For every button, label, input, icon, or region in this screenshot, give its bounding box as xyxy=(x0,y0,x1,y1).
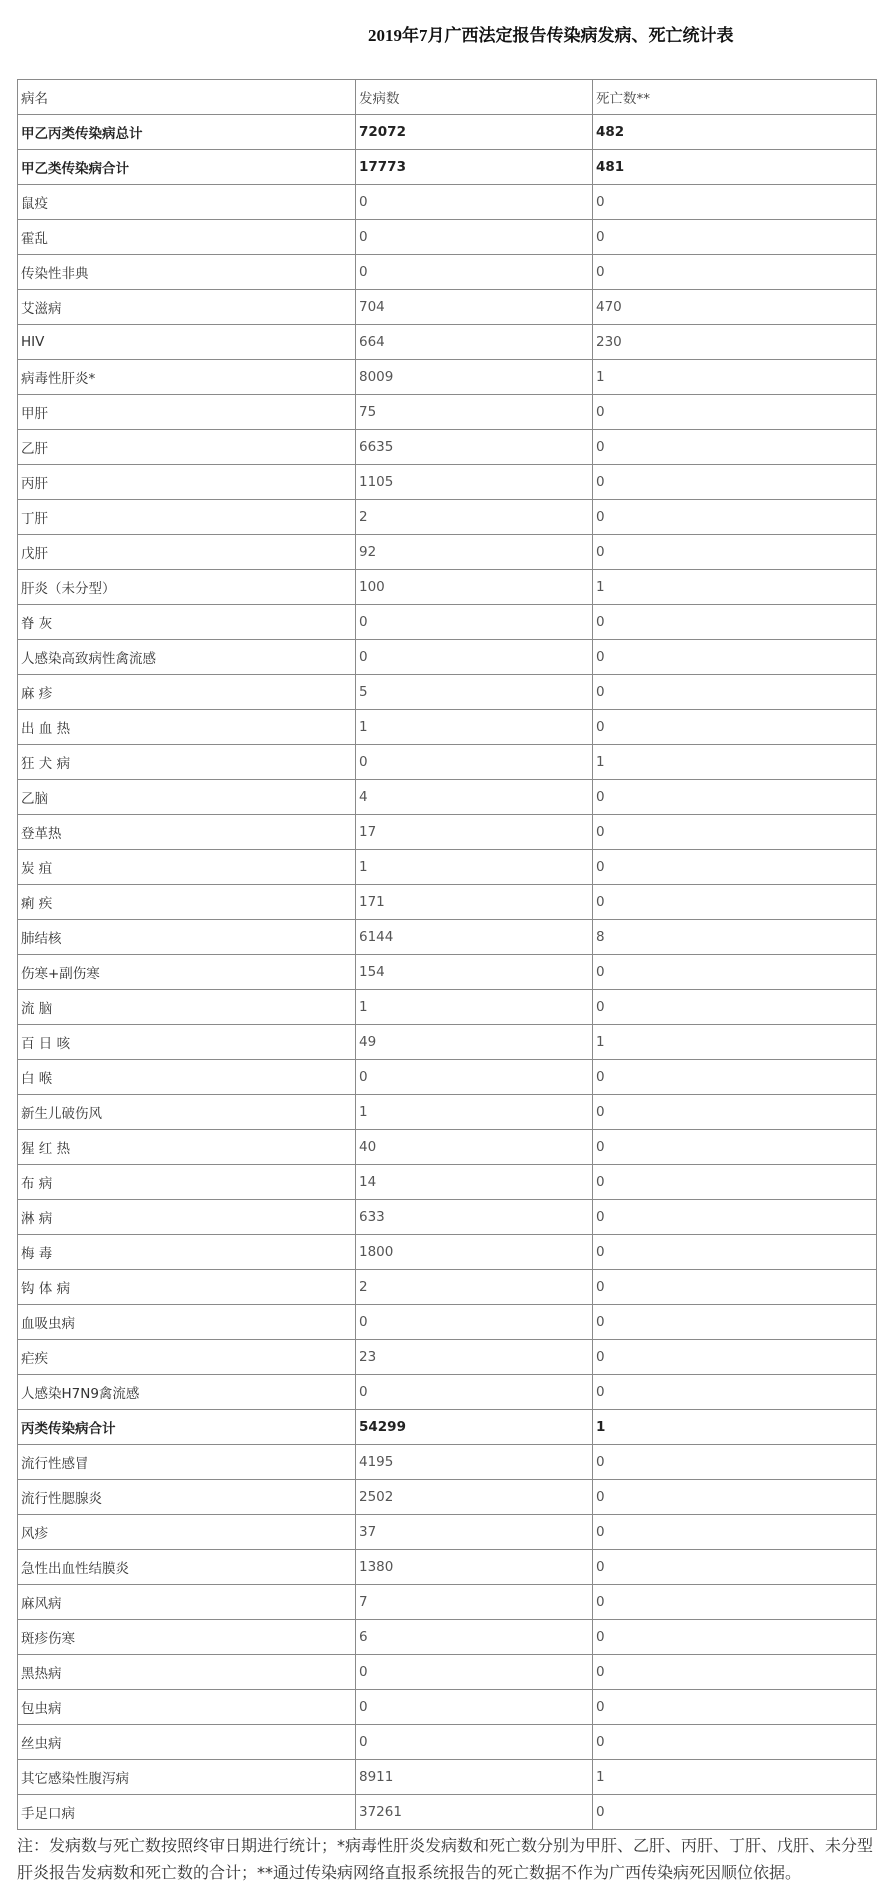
cell-deaths: 0 xyxy=(593,710,877,745)
cell-deaths: 0 xyxy=(593,885,877,920)
table-row xyxy=(18,1375,877,1410)
cell-disease-name: 病毒性肝炎* xyxy=(18,360,356,395)
cell-disease-name: 疟疾 xyxy=(18,1340,356,1375)
cell-cases: 0 xyxy=(356,1725,593,1760)
table-row xyxy=(18,1515,877,1550)
cell-disease-name: 风疹 xyxy=(18,1515,356,1550)
cell-cases: 704 xyxy=(356,290,593,325)
cell-cases: 633 xyxy=(356,1200,593,1235)
cell-deaths: 0 xyxy=(593,1130,877,1165)
cell-deaths: 0 xyxy=(593,1795,877,1830)
cell-cases: 37 xyxy=(356,1515,593,1550)
cell-disease-name: 其它感染性腹泻病 xyxy=(18,1760,356,1795)
cell-deaths: 0 xyxy=(593,815,877,850)
cell-disease-name: 肝炎（未分型） xyxy=(18,570,356,605)
cell-cases: 8009 xyxy=(356,360,593,395)
cell-disease-name: 艾滋病 xyxy=(18,290,356,325)
cell-deaths: 1 xyxy=(593,360,877,395)
cell-cases: 0 xyxy=(356,185,593,220)
cell-disease-name: 丝虫病 xyxy=(18,1725,356,1760)
cell-deaths: 1 xyxy=(593,1760,877,1795)
cell-deaths: 0 xyxy=(593,780,877,815)
table-row xyxy=(18,1130,877,1165)
cell-deaths: 0 xyxy=(593,1235,877,1270)
cell-disease-name: 甲乙丙类传染病总计 xyxy=(18,115,356,150)
cell-deaths: 1 xyxy=(593,1025,877,1060)
cell-cases: 4 xyxy=(356,780,593,815)
cell-cases: 1105 xyxy=(356,465,593,500)
cell-deaths: 0 xyxy=(593,1270,877,1305)
table-row xyxy=(18,290,877,325)
cell-disease-name: 斑疹伤寒 xyxy=(18,1620,356,1655)
cell-deaths: 1 xyxy=(593,570,877,605)
table-row xyxy=(18,920,877,955)
cell-disease-name: 布 病 xyxy=(18,1165,356,1200)
cell-disease-name: 丙肝 xyxy=(18,465,356,500)
cell-cases: 1 xyxy=(356,710,593,745)
cell-cases: 40 xyxy=(356,1130,593,1165)
table-row-grand-total xyxy=(18,115,877,150)
cell-cases: 2 xyxy=(356,1270,593,1305)
table-row xyxy=(18,1060,877,1095)
cell-cases: 2502 xyxy=(356,1480,593,1515)
table-row xyxy=(18,675,877,710)
cell-cases: 1 xyxy=(356,850,593,885)
cell-deaths: 1 xyxy=(593,1410,877,1445)
cell-disease-name: 鼠疫 xyxy=(18,185,356,220)
cell-disease-name: 乙肝 xyxy=(18,430,356,465)
cell-deaths: 0 xyxy=(593,430,877,465)
table-row xyxy=(18,1235,877,1270)
table-row xyxy=(18,1200,877,1235)
cell-disease-name: 血吸虫病 xyxy=(18,1305,356,1340)
table-row xyxy=(18,1165,877,1200)
table-row xyxy=(18,605,877,640)
table-row xyxy=(18,1340,877,1375)
cell-disease-name: 霍乱 xyxy=(18,220,356,255)
cell-disease-name: 梅 毒 xyxy=(18,1235,356,1270)
cell-deaths: 0 xyxy=(593,990,877,1025)
cell-cases: 0 xyxy=(356,220,593,255)
cell-disease-name: 甲肝 xyxy=(18,395,356,430)
table-row xyxy=(18,710,877,745)
cell-disease-name: 手足口病 xyxy=(18,1795,356,1830)
table-row xyxy=(18,220,877,255)
cell-deaths: 0 xyxy=(593,640,877,675)
cell-deaths: 0 xyxy=(593,1480,877,1515)
cell-deaths: 0 xyxy=(593,185,877,220)
cell-cases: 6 xyxy=(356,1620,593,1655)
header-disease-name: 病名 xyxy=(18,80,356,115)
cell-disease-name: 乙脑 xyxy=(18,780,356,815)
cell-disease-name: 麻风病 xyxy=(18,1585,356,1620)
cell-deaths: 0 xyxy=(593,1550,877,1585)
table-row xyxy=(18,1795,877,1830)
cell-deaths: 0 xyxy=(593,465,877,500)
cell-disease-name: 淋 病 xyxy=(18,1200,356,1235)
cell-disease-name: 麻 疹 xyxy=(18,675,356,710)
table-row xyxy=(18,1760,877,1795)
cell-deaths: 481 xyxy=(593,150,877,185)
table-row xyxy=(18,1025,877,1060)
table-row-class-ab-subtotal xyxy=(18,150,877,185)
cell-cases: 100 xyxy=(356,570,593,605)
table-row-subitem xyxy=(18,570,877,605)
table-row xyxy=(18,1585,877,1620)
cell-disease-name: 甲乙类传染病合计 xyxy=(18,150,356,185)
cell-disease-name: 登革热 xyxy=(18,815,356,850)
cell-deaths: 0 xyxy=(593,1375,877,1410)
table-row xyxy=(18,1305,877,1340)
header-cases: 发病数 xyxy=(356,80,593,115)
table-row-subitem xyxy=(18,465,877,500)
cell-deaths: 0 xyxy=(593,1585,877,1620)
cell-cases: 75 xyxy=(356,395,593,430)
cell-disease-name: 丙类传染病合计 xyxy=(18,1410,356,1445)
table-row-subitem xyxy=(18,395,877,430)
table-row xyxy=(18,1655,877,1690)
cell-cases: 7 xyxy=(356,1585,593,1620)
cell-cases: 0 xyxy=(356,1060,593,1095)
cell-deaths: 0 xyxy=(593,255,877,290)
cell-deaths: 0 xyxy=(593,1095,877,1130)
cell-cases: 0 xyxy=(356,1375,593,1410)
cell-deaths: 0 xyxy=(593,1690,877,1725)
table-row xyxy=(18,640,877,675)
table-row-subitem xyxy=(18,500,877,535)
footnote-line-2: 肝炎报告发病数和死亡数的合计；**通过传染病网络直报系统报告的死亡数据不作为广西传染病死因顺位依据。 xyxy=(17,1863,802,1882)
cell-cases: 72072 xyxy=(356,115,593,150)
cell-disease-name: 新生儿破伤风 xyxy=(18,1095,356,1130)
cell-cases: 92 xyxy=(356,535,593,570)
cell-cases: 0 xyxy=(356,605,593,640)
cell-disease-name: 传染性非典 xyxy=(18,255,356,290)
cell-deaths: 0 xyxy=(593,1725,877,1760)
footnote-line-1: 注：发病数与死亡数按照终审日期进行统计；*病毒性肝炎发病数和死亡数分别为甲肝、乙肝、丙肝、丁肝、戊肝、未分型 xyxy=(17,1836,874,1855)
cell-disease-name: 人感染H7N9禽流感 xyxy=(18,1375,356,1410)
cell-deaths: 0 xyxy=(593,395,877,430)
cell-cases: 49 xyxy=(356,1025,593,1060)
cell-disease-name: 出 血 热 xyxy=(18,710,356,745)
cell-disease-name: 丁肝 xyxy=(18,500,356,535)
cell-disease-name: 钩 体 病 xyxy=(18,1270,356,1305)
cell-deaths: 0 xyxy=(593,1165,877,1200)
cell-deaths: 0 xyxy=(593,500,877,535)
cell-deaths: 0 xyxy=(593,675,877,710)
cell-deaths: 0 xyxy=(593,1200,877,1235)
cell-deaths: 230 xyxy=(593,325,877,360)
cell-disease-name: 戊肝 xyxy=(18,535,356,570)
cell-cases: 154 xyxy=(356,955,593,990)
cell-disease-name: 痢 疾 xyxy=(18,885,356,920)
cell-cases: 17 xyxy=(356,815,593,850)
table-row xyxy=(18,1690,877,1725)
table-row xyxy=(18,955,877,990)
cell-deaths: 0 xyxy=(593,605,877,640)
cell-cases: 6635 xyxy=(356,430,593,465)
cell-disease-name: 黑热病 xyxy=(18,1655,356,1690)
cell-cases: 0 xyxy=(356,1655,593,1690)
cell-cases: 17773 xyxy=(356,150,593,185)
cell-deaths: 0 xyxy=(593,1515,877,1550)
cell-deaths: 0 xyxy=(593,1060,877,1095)
table-row xyxy=(18,780,877,815)
cell-disease-name: 猩 红 热 xyxy=(18,1130,356,1165)
cell-disease-name: 炭 疽 xyxy=(18,850,356,885)
cell-cases: 171 xyxy=(356,885,593,920)
table-row xyxy=(18,1725,877,1760)
cell-deaths: 0 xyxy=(593,1445,877,1480)
table-row xyxy=(18,1095,877,1130)
cell-cases: 2 xyxy=(356,500,593,535)
cell-disease-name: 肺结核 xyxy=(18,920,356,955)
cell-deaths: 0 xyxy=(593,535,877,570)
table-row-class-c-subtotal xyxy=(18,1410,877,1445)
cell-disease-name: 脊 灰 xyxy=(18,605,356,640)
cell-disease-name: 人感染高致病性禽流感 xyxy=(18,640,356,675)
header-deaths: 死亡数** xyxy=(593,80,877,115)
table-row xyxy=(18,990,877,1025)
cell-cases: 1 xyxy=(356,990,593,1025)
cell-cases: 8911 xyxy=(356,1760,593,1795)
table-row xyxy=(18,185,877,220)
cell-cases: 0 xyxy=(356,1305,593,1340)
table-row xyxy=(18,745,877,780)
cell-deaths: 0 xyxy=(593,1305,877,1340)
cell-cases: 37261 xyxy=(356,1795,593,1830)
table-row xyxy=(18,1270,877,1305)
disease-statistics-table xyxy=(17,79,877,1830)
cell-disease-name: 流行性腮腺炎 xyxy=(18,1480,356,1515)
cell-disease-name: 伤寒+副伤寒 xyxy=(18,955,356,990)
cell-cases: 1 xyxy=(356,1095,593,1130)
cell-deaths: 8 xyxy=(593,920,877,955)
cell-deaths: 0 xyxy=(593,850,877,885)
cell-cases: 5 xyxy=(356,675,593,710)
table-row xyxy=(18,1480,877,1515)
cell-deaths: 0 xyxy=(593,220,877,255)
table-row xyxy=(18,815,877,850)
cell-disease-name: 狂 犬 病 xyxy=(18,745,356,780)
table-row xyxy=(18,255,877,290)
cell-deaths: 1 xyxy=(593,745,877,780)
table-header-row xyxy=(18,80,877,115)
cell-cases: 4195 xyxy=(356,1445,593,1480)
cell-cases: 6144 xyxy=(356,920,593,955)
cell-cases: 1800 xyxy=(356,1235,593,1270)
page-title: 2019年7月广西法定报告传染病发病、死亡统计表 xyxy=(368,26,734,45)
table-row xyxy=(18,1620,877,1655)
table-row-subitem xyxy=(18,325,877,360)
cell-cases: 54299 xyxy=(356,1410,593,1445)
cell-cases: 23 xyxy=(356,1340,593,1375)
cell-cases: 0 xyxy=(356,255,593,290)
cell-cases: 14 xyxy=(356,1165,593,1200)
cell-disease-name: 急性出血性结膜炎 xyxy=(18,1550,356,1585)
table-row xyxy=(18,1445,877,1480)
table-row xyxy=(18,1550,877,1585)
cell-disease-name: 包虫病 xyxy=(18,1690,356,1725)
cell-disease-name: 流行性感冒 xyxy=(18,1445,356,1480)
table-row xyxy=(18,360,877,395)
cell-cases: 664 xyxy=(356,325,593,360)
table-row-subitem xyxy=(18,535,877,570)
cell-deaths: 0 xyxy=(593,1340,877,1375)
footnote xyxy=(17,1832,879,1886)
cell-deaths: 0 xyxy=(593,1655,877,1690)
table-row xyxy=(18,850,877,885)
cell-disease-name: 白 喉 xyxy=(18,1060,356,1095)
cell-disease-name: 百 日 咳 xyxy=(18,1025,356,1060)
table-row-subitem xyxy=(18,430,877,465)
table-row xyxy=(18,885,877,920)
cell-deaths: 0 xyxy=(593,1620,877,1655)
cell-cases: 0 xyxy=(356,1690,593,1725)
cell-deaths: 482 xyxy=(593,115,877,150)
cell-cases: 0 xyxy=(356,745,593,780)
cell-deaths: 470 xyxy=(593,290,877,325)
cell-deaths: 0 xyxy=(593,955,877,990)
cell-disease-name: 流 脑 xyxy=(18,990,356,1025)
cell-cases: 0 xyxy=(356,640,593,675)
cell-disease-name: HIV xyxy=(18,325,356,360)
cell-cases: 1380 xyxy=(356,1550,593,1585)
